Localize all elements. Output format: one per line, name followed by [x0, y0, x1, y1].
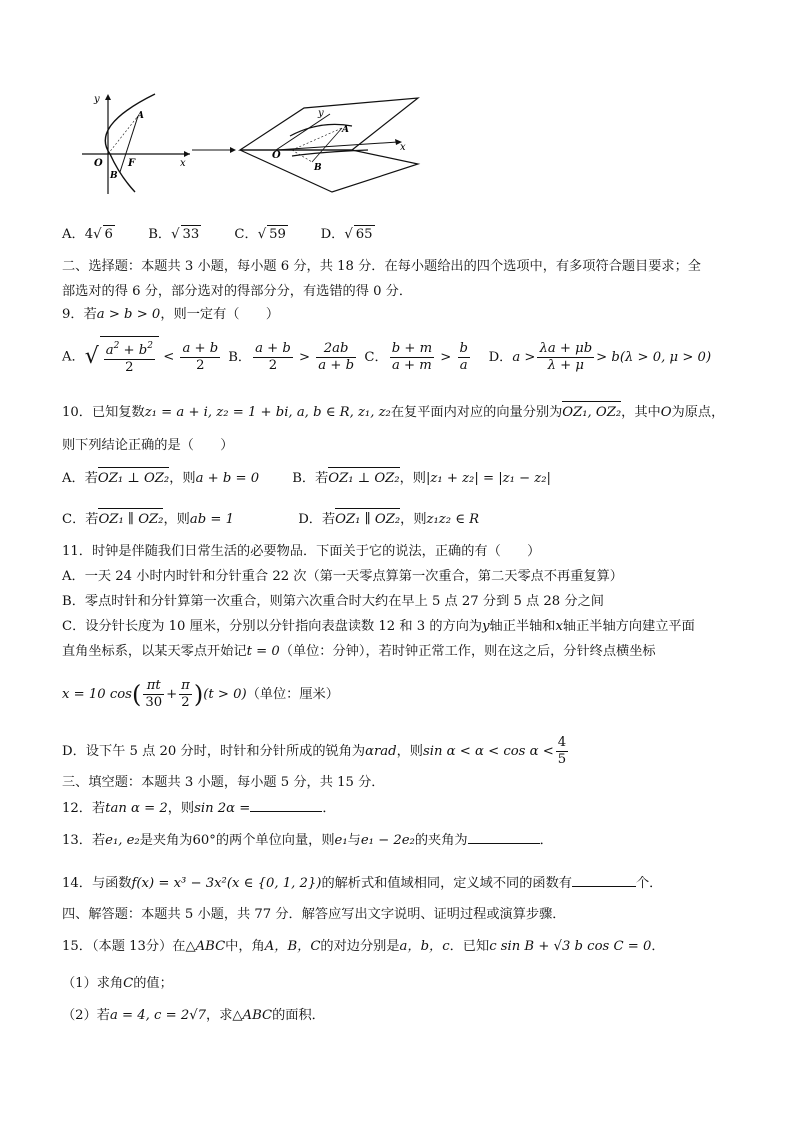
- left-label-o: O: [94, 158, 103, 169]
- q10-option-c[interactable]: C．若OZ₁ ∥ OZ₂，则ab = 1: [62, 512, 234, 527]
- right-folded-diagram: [240, 98, 418, 192]
- q10-option-b[interactable]: B．若OZ₁ ⊥ OZ₂，则|z₁ + z₂| = |z₁ − z₂|: [292, 471, 551, 486]
- transform-arrow: [192, 147, 236, 153]
- left-label-a: A: [137, 111, 144, 121]
- q15-part2: （2）若a = 4, c = 2√7，求△ABC的面积．: [62, 1008, 325, 1023]
- q15-part1: （1）求角C的值；: [62, 976, 173, 991]
- left-label-f: F: [128, 158, 136, 169]
- section4-title: 四、解答题：本题共 5 小题，共 77 分．解答应写出文字说明、证明过程或演算步骤．: [62, 907, 566, 922]
- section3-title: 三、填空题：本题共 3 小题，每小题 5 分，共 15 分．: [62, 775, 385, 790]
- right-label-a: A: [342, 125, 349, 135]
- q11-option-c-line2: 直角坐标系，以某天零点开始记t = 0（单位：分钟），若时钟正常工作，则在这之后，分针终点横坐标: [62, 644, 656, 659]
- q10-option-d[interactable]: D．若OZ₁ ∥ OZ₂，则z₁z₂ ∈ R: [298, 512, 480, 527]
- q10-option-a[interactable]: A．若OZ₁ ⊥ OZ₂，则a + b = 0: [62, 471, 260, 486]
- left-label-b: B: [110, 171, 118, 181]
- q10-options-ab: [62, 470, 551, 488]
- q12: 12．若tan α = 2，则sin 2α = ．: [62, 801, 336, 816]
- q9-stem: 9．若a > b > 0，则一定有（ ）: [62, 307, 280, 322]
- q14: 14．与函数f(x) = x³ − 3x²(x ∈ {0, 1, 2})的解析式和值域相同，定义域不同的函数有 个．: [62, 876, 663, 891]
- section2-line1: 二、选择题：本题共 3 小题，每小题 6 分，共 18 分．在每小题给出的四个选项中，有多项符合题目要求；全: [62, 259, 701, 274]
- q11-option-a[interactable]: A．一天 24 小时内时针和分针重合 22 次（第一天零点算第一次重合，第二天零点不再重复算）: [62, 569, 623, 584]
- left-label-x: x: [180, 158, 186, 169]
- q11-option-d[interactable]: D．设下午 5 点 20 分时，时针和分针所成的锐角为αrad，则sin α < α < cos α < $\frac{4}{5}$: [62, 735, 567, 767]
- q10-stem-line2: 则下列结论正确的是（ ）: [62, 438, 234, 453]
- right-label-x: x: [400, 142, 406, 153]
- q10-stem-line1: 10．已知复数z₁ = a + i, z₂ = 1 + bi, a, b ∈ R, z₁, z₂在复平面内对应的向量分别为OZ₁, OZ₂，其中O为原点，: [62, 405, 725, 420]
- right-label-y: y: [318, 108, 324, 119]
- q8-option-a[interactable]: A．4√ 6: [62, 227, 113, 242]
- q8-option-c[interactable]: C．√ 59: [234, 227, 286, 242]
- right-label-b: B: [314, 163, 322, 173]
- q14-answer-blank[interactable]: [572, 874, 636, 887]
- right-label-o: O: [272, 150, 281, 161]
- q9-options: [62, 336, 711, 376]
- q8-option-d[interactable]: D．√ 65: [320, 227, 373, 242]
- q11-stem: 11．时钟是伴随我们日常生活的必要物品．下面关于它的说法，正确的有（ ）: [62, 544, 541, 559]
- q11-option-b[interactable]: B．零点时针和分针算第一次重合，则第六次重合时大约在早上 5 点 27 分到 5 点 28 分之间: [62, 594, 604, 609]
- q13-answer-blank[interactable]: [468, 831, 540, 844]
- left-parabola-diagram: [82, 94, 190, 194]
- section2-line2: 部选对的得 6 分，部分选对的得部分分，有选错的得 0 分．: [62, 284, 413, 299]
- q8-options: [62, 225, 375, 244]
- q8-option-b[interactable]: B．√ 33: [148, 227, 200, 242]
- q11-option-c-line1[interactable]: C．设分针长度为 10 厘米，分别以分针指向表盘读数 12 和 3 的方向为y轴正半轴和x轴正半轴方向建立平面: [62, 619, 695, 634]
- parabola-fold-figure: [80, 86, 430, 196]
- q9-option-a[interactable]: A．√ $\frac{a^2 + b^2}{2}$ < $\frac{a + b}{2}$: [62, 336, 224, 376]
- q13: 13．若e₁, e₂是夹角为60°的两个单位向量，则e₁与e₁ − 2e₂的夹角为 ．: [62, 833, 553, 848]
- q10-options-cd: [62, 511, 479, 529]
- q11-option-c-formula: x = 10 cos( $\frac{\pi t}{30}$ + $\frac{\pi}{2}$ )(t > 0)（单位：厘米）: [62, 678, 339, 710]
- q15-stem: 15．（本题 13分）在△ABC中，角A，B，C的对边分别是a，b，c．已知c sin B + √3 b cos C = 0．: [62, 939, 665, 954]
- q9-option-b[interactable]: B． $\frac{a + b}{2}$ > $\frac{2ab}{a + b}$: [228, 340, 355, 373]
- q9-option-d[interactable]: D．a > $\frac{\lambda a + \mu b}{\lambda + \mu}$ > b(λ > 0, μ > 0): [488, 340, 712, 373]
- q9-option-c[interactable]: C． $\frac{b + m}{a + m}$ > $\frac{b}{a}$: [364, 340, 468, 373]
- q12-answer-blank[interactable]: [250, 799, 322, 812]
- left-label-y: y: [94, 94, 100, 105]
